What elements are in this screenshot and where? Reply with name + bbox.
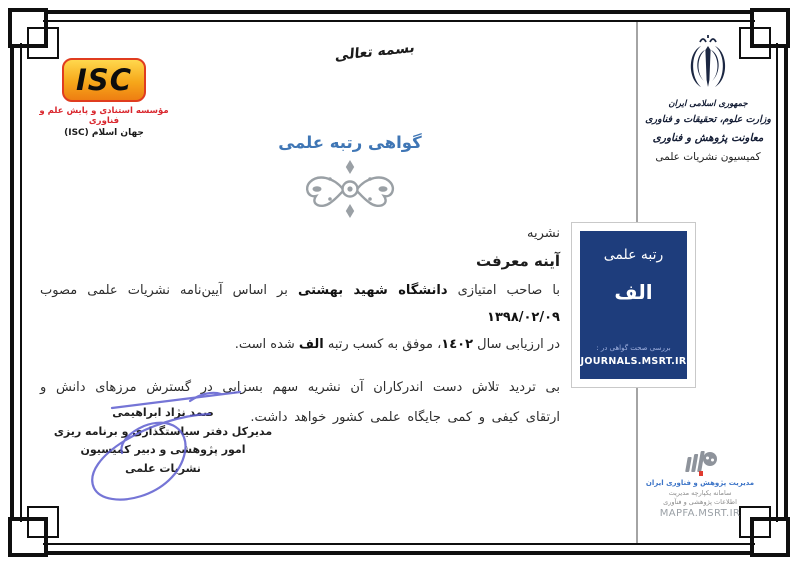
body-line-1 <box>40 277 560 331</box>
ministry-line-deputy: معاونت پژوهش و فناوری <box>652 132 764 144</box>
signer-role-3: نشریات علمی <box>125 461 201 475</box>
certificate-body <box>40 226 560 433</box>
mapfa-url: MAPFA.MSRT.IR <box>659 508 741 519</box>
isc-logo-icon: ISC <box>62 58 146 102</box>
isc-caption-line2: جهان اسلام (ISC) <box>64 128 144 138</box>
ministry-line-republic: جمهوری اسلامی ایران <box>668 99 748 109</box>
signer-name: صمد نژاد ابراهیمی <box>112 406 214 419</box>
line1-pre: با صاحب امتیازی <box>447 283 560 298</box>
isc-block <box>30 58 178 138</box>
ministry-line-ministry: وزارت علوم، تحقیقات و فناوری <box>645 114 771 125</box>
signer-role-2: امور پژوهشی و دبیر کمیسیون <box>80 443 246 456</box>
mapfa-block <box>644 450 756 519</box>
journal-name: آینه معرفت <box>475 252 560 270</box>
mapfa-line-1: مدیریت پژوهش و فناوری ایران <box>645 479 755 487</box>
journal-label: نشریه <box>527 226 560 241</box>
mapfa-logo-icon <box>681 450 719 477</box>
bismillah-calligraphy: بسمه تعالی <box>334 39 416 65</box>
grade-inline: الف <box>298 337 324 352</box>
verify-url: JOURNALS.MSRT.IR <box>580 356 687 367</box>
verify-label: بررسی صحت گواهی در : <box>596 344 671 352</box>
approval-date: ١٣٩٨/٠٢/٠٩ <box>487 310 560 325</box>
mapfa-line-2: سامانه یکپارچه مدیریت <box>668 489 732 497</box>
mapfa-line-3: اطلاعات پژوهشی و فنآوری <box>663 498 737 506</box>
line2-pre: در ارزیابی سال <box>473 337 560 352</box>
line2-mid: ، موفق به کسب رتبه <box>323 337 442 352</box>
grade-label: رتبه علمی <box>603 247 664 263</box>
signature-block <box>52 404 274 478</box>
signer-role-1: مدیرکل دفتر سیاستگذاری و برنامه ریزی <box>53 424 273 438</box>
grade-value: الف <box>614 280 653 304</box>
evaluation-year: ١٤٠٢ <box>441 337 474 352</box>
journal-owner: دانشگاه شهید بهشتی <box>297 283 448 298</box>
grade-box <box>580 231 687 379</box>
line1-mid: بر اساس آیین‌نامه نشریات علمی مصوب <box>40 283 298 298</box>
ministry-line-commission: کمیسیون نشریات علمی <box>655 151 761 163</box>
line2-post: شده است. <box>234 337 299 352</box>
body-line-2 <box>40 331 560 358</box>
iran-emblem-icon <box>681 34 735 92</box>
grade-panel <box>571 222 696 388</box>
isc-caption-line1: مؤسسه استنادی و پایش علم و فناوری <box>39 106 169 126</box>
ministry-block <box>640 34 776 163</box>
arabesque-flourish-icon <box>302 158 398 220</box>
closing-paragraph: بی تردید تلاش دست اندرکاران آن نشریه سهم بسزایی در گسترش مرزهای دانش و ارتقای کیفی و کمی جایگاه علمی کشور خواهد داشت. <box>40 380 560 425</box>
certificate-title: گواهی رتبه علمی <box>278 133 422 152</box>
